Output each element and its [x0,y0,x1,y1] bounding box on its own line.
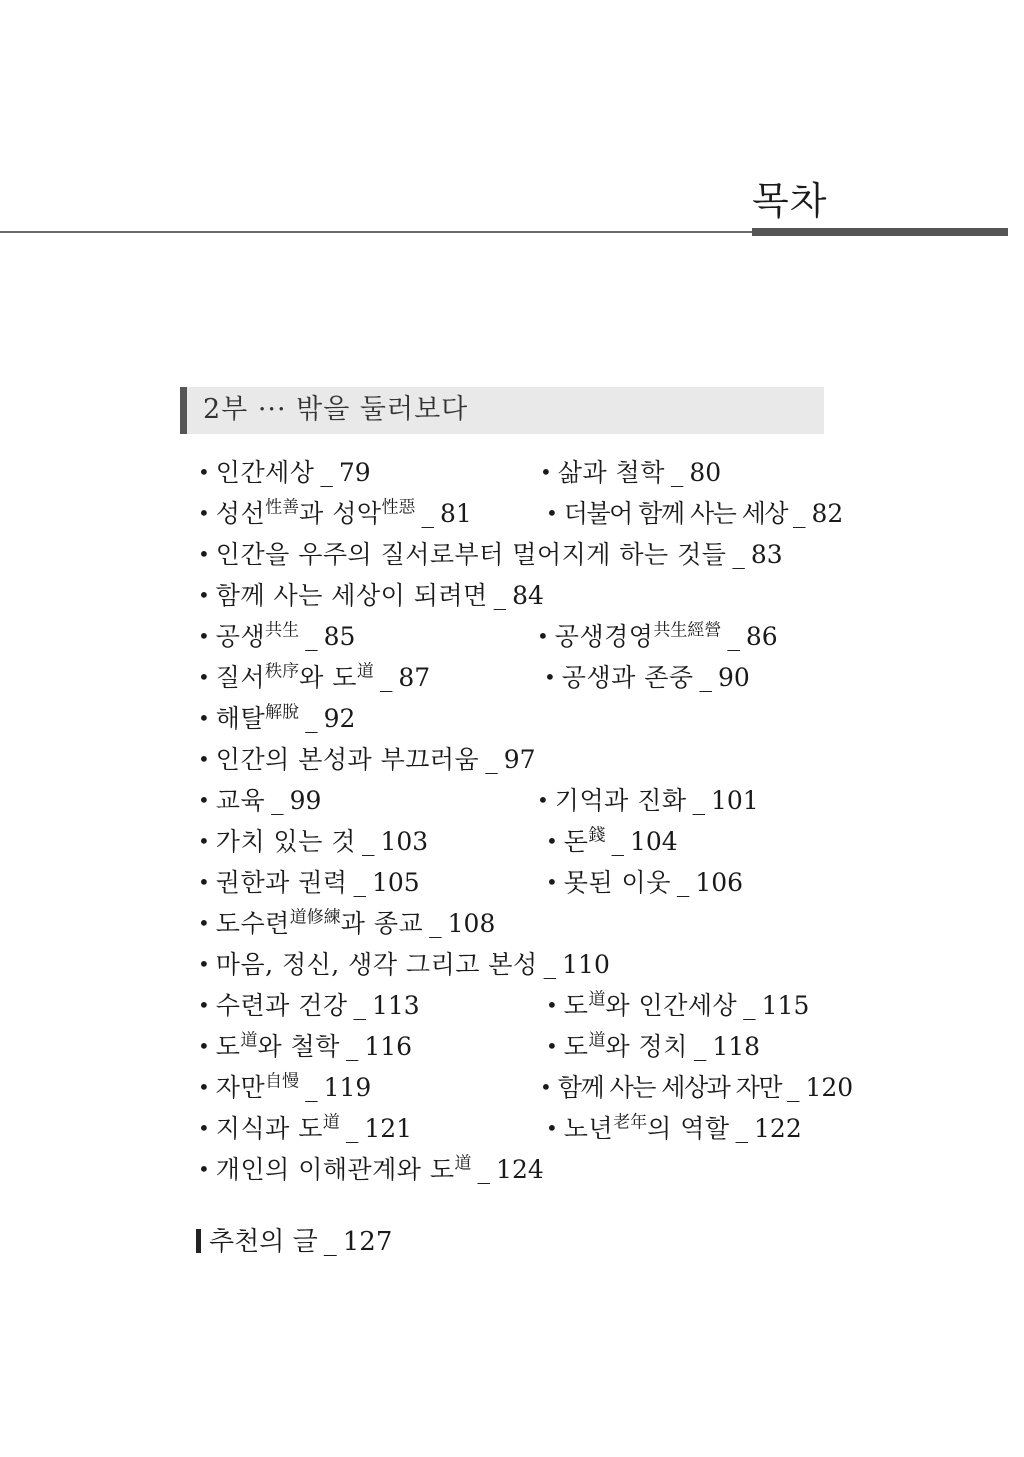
separator: _ [345,1114,359,1143]
toc-entry[interactable] [198,657,430,700]
entry-hanja: 解脫 [265,702,300,723]
bullet-icon: • [546,501,558,525]
toc-row [0,985,1024,1026]
entry-title: 더불어 함께 사는 세상 [563,499,787,528]
separator: _ [345,1032,359,1061]
entry-title-suffix: 의 역할 [647,1114,730,1143]
entry-title: 개인의 이해관계와 도 [215,1155,455,1184]
bullet-icon: • [198,460,210,484]
entry-title: 권한과 권력 [215,868,348,897]
bullet-icon: • [198,501,210,525]
separator: _ [353,991,366,1020]
entry-title: 기억과 진화 [554,786,687,815]
entry-page: 121 [364,1114,413,1143]
entry-title: 성선 [215,499,266,528]
entry-title: 함께 사는 세상이 되려면 [215,581,488,610]
entry-title: 지식과 도 [215,1114,323,1143]
toc-entry[interactable] [537,780,759,823]
separator: _ [699,663,712,692]
page-title: 목차 [752,179,828,223]
appendix-entry[interactable] [196,1222,392,1262]
entry-hanja: 自慢 [265,1071,300,1092]
toc-row [0,657,1024,698]
entry-title: 함께 사는 세상과 자만 [557,1073,781,1102]
entry-page: 116 [364,1032,413,1061]
entry-title-suffix: 와 도 [299,663,357,692]
toc-entry[interactable] [546,985,809,1028]
toc-row [0,698,1024,739]
separator: _ [429,909,442,938]
entry-page: 120 [805,1073,854,1102]
separator: _ [543,950,557,979]
entry-title: 질서 [215,663,266,692]
entry-hanja: 道 [356,661,374,682]
toc-entry[interactable] [540,452,721,495]
entry-page: 86 [745,622,778,651]
entry-hanja: 性善 [265,497,300,518]
toc-row [0,493,1024,534]
entry-title: 노년 [563,1114,614,1143]
toc-entry[interactable] [198,862,420,905]
entry-page: 101 [711,786,759,815]
entry-hanja: 道 [588,1030,606,1051]
entry-title: 공생 [215,622,266,651]
entry-title: 삶과 철학 [557,458,665,487]
section-title: 2부 ··· 밖을 둘러보다 [203,394,469,425]
toc-entry[interactable] [198,616,355,659]
separator: _ [353,868,366,897]
entry-hanja: 道 [588,989,606,1010]
entry-title: 인간세상 [215,458,315,487]
entry-hanja: 道 [322,1112,340,1133]
toc-entry[interactable] [198,1108,412,1151]
entry-hanja: 性惡 [381,497,416,518]
entry-page: 108 [447,909,496,938]
toc-row [0,903,1024,944]
toc-entry[interactable] [198,944,610,987]
toc-entry[interactable] [546,1026,760,1069]
entry-page: 122 [754,1114,802,1143]
entry-title-suffix: 과 종교 [340,909,424,938]
entry-title: 도 [563,991,589,1020]
entry-hanja: 共生經營 [653,620,722,641]
entry-title: 자만 [215,1073,266,1102]
separator: _ [611,827,624,856]
entry-title: 마음, 정신, 생각 그리고 본성 [215,950,538,979]
bullet-icon: • [198,747,210,771]
bullet-icon: • [198,829,210,853]
entry-page: 103 [380,827,429,856]
entry-page: 105 [372,868,420,897]
bullet-icon: • [198,624,210,648]
entry-title: 공생경영 [554,622,654,651]
entry-page: 110 [562,950,610,979]
entry-title: 도 [563,1032,589,1061]
entry-title: 인간의 본성과 부끄러움 [215,745,480,774]
entry-title-suffix: 와 인간세상 [605,991,738,1020]
entry-hanja: 錢 [588,825,606,846]
bullet-icon: • [544,665,556,689]
entry-page: 84 [512,581,544,610]
toc-row [0,1149,1024,1190]
entry-title: 인간을 우주의 질서로부터 멀어지게 하는 것들 [215,540,727,569]
bullet-icon: • [198,952,210,976]
entry-title: 해탈 [215,704,266,733]
separator: _ [361,827,375,856]
entry-page: 81 [440,499,472,528]
appendix-page: 127 [342,1227,393,1257]
bullet-icon: • [198,1034,210,1058]
toc-row [0,1067,1024,1108]
entry-hanja: 老年 [613,1112,648,1133]
toc-entry[interactable] [198,698,355,741]
separator: _ [735,1114,749,1143]
separator: _ [676,868,690,897]
toc-entry[interactable] [546,1108,802,1151]
bullet-icon: • [546,993,558,1017]
toc-entry[interactable] [198,821,428,864]
entry-title-suffix: 과 성악 [299,499,382,528]
bullet-icon: • [198,706,210,730]
toc-row [0,862,1024,903]
bullet-icon: • [198,993,210,1017]
separator: _ [305,1073,318,1102]
toc-row [0,534,1024,575]
toc-entry[interactable] [198,1149,544,1192]
toc-entry[interactable] [546,862,743,905]
separator: _ [485,745,498,774]
separator: _ [379,663,393,692]
entry-title: 공생과 존중 [561,663,694,692]
appendix-title: 추천의 글 [209,1227,318,1257]
separator: _ [693,1032,707,1061]
separator: _ [305,622,318,651]
separator: _ [670,458,684,487]
bullet-icon: • [198,542,210,566]
entry-page: 87 [398,663,431,692]
toc-entry[interactable] [544,657,750,700]
toc-entry[interactable] [198,903,495,946]
toc-row [0,821,1024,862]
bullet-icon: • [198,665,210,689]
bullet-icon: • [198,911,210,935]
toc-entry[interactable] [198,985,420,1028]
entry-page: 115 [761,991,810,1020]
bullet-icon: • [546,1116,558,1140]
entry-page: 106 [695,868,744,897]
entry-title: 가치 있는 것 [215,827,356,856]
toc-row [0,616,1024,657]
bullet-icon: • [198,1075,210,1099]
separator: _ [732,540,745,569]
separator: _ [305,704,318,733]
entry-page: 90 [718,663,750,692]
separator: _ [493,581,507,610]
separator: _ [477,1155,491,1184]
entry-page: 85 [323,622,356,651]
separator: _ [271,786,284,815]
entry-hanja: 共生 [265,620,300,641]
bullet-icon: • [540,1075,552,1099]
toc-entry[interactable] [198,739,536,782]
entry-page: 80 [689,458,722,487]
entry-page: 113 [372,991,420,1020]
entry-page: 82 [811,499,844,528]
bullet-icon: • [540,460,552,484]
entry-page: 99 [289,786,322,815]
entry-page: 118 [712,1032,761,1061]
toc-row [0,739,1024,780]
bullet-icon: • [537,788,549,812]
entry-title: 수련과 건강 [215,991,348,1020]
separator: _ [320,458,333,487]
entry-page: 97 [503,745,536,774]
toc-entry[interactable] [198,575,544,618]
toc-entry[interactable] [198,493,472,536]
entry-page: 104 [629,827,678,856]
entry-title-suffix: 와 철학 [257,1032,340,1061]
bullet-icon: • [198,1116,210,1140]
entry-title: 교육 [215,786,266,815]
toc-entry[interactable] [537,616,778,659]
toc-row [0,780,1024,821]
entry-page: 83 [750,540,783,569]
toc-row [0,1026,1024,1067]
entry-hanja: 道 [454,1153,472,1174]
toc-entry[interactable] [546,493,843,536]
toc-row [0,944,1024,985]
separator: _ [787,1073,800,1102]
toc-entry[interactable] [546,821,678,864]
toc-entry[interactable] [198,534,783,577]
toc-row [0,575,1024,616]
separator: _ [793,499,806,528]
entry-title-suffix: 와 정치 [605,1032,688,1061]
separator: _ [692,786,705,815]
entry-page: 124 [496,1155,544,1184]
separator: _ [421,499,435,528]
bullet-icon: • [537,624,549,648]
toc-entry[interactable] [198,780,321,823]
bullet-icon: • [198,870,210,894]
toc-entry[interactable] [198,1067,371,1110]
toc-entry[interactable] [198,452,371,495]
entry-title: 못된 이웃 [563,868,671,897]
entry-hanja: 道修練 [289,907,341,928]
toc-row [0,1108,1024,1149]
appendix-marker [196,1229,201,1253]
entry-title: 도수련 [215,909,290,938]
entry-page: 119 [323,1073,372,1102]
bullet-icon: • [198,788,210,812]
entry-page: 79 [338,458,371,487]
entry-title: 도 [215,1032,241,1061]
entry-page: 92 [323,704,356,733]
entry-title: 돈 [563,827,589,856]
toc-entry[interactable] [540,1067,853,1110]
bullet-icon: • [546,829,558,853]
entry-hanja: 道 [240,1030,258,1051]
separator: _ [323,1227,337,1257]
toc-entry[interactable] [198,1026,412,1069]
separator: _ [743,991,756,1020]
bullet-icon: • [546,1034,558,1058]
separator: _ [727,622,740,651]
entry-hanja: 秩序 [265,661,300,682]
bullet-icon: • [198,583,210,607]
toc-row [0,452,1024,493]
bullet-icon: • [546,870,558,894]
bullet-icon: • [198,1157,210,1181]
